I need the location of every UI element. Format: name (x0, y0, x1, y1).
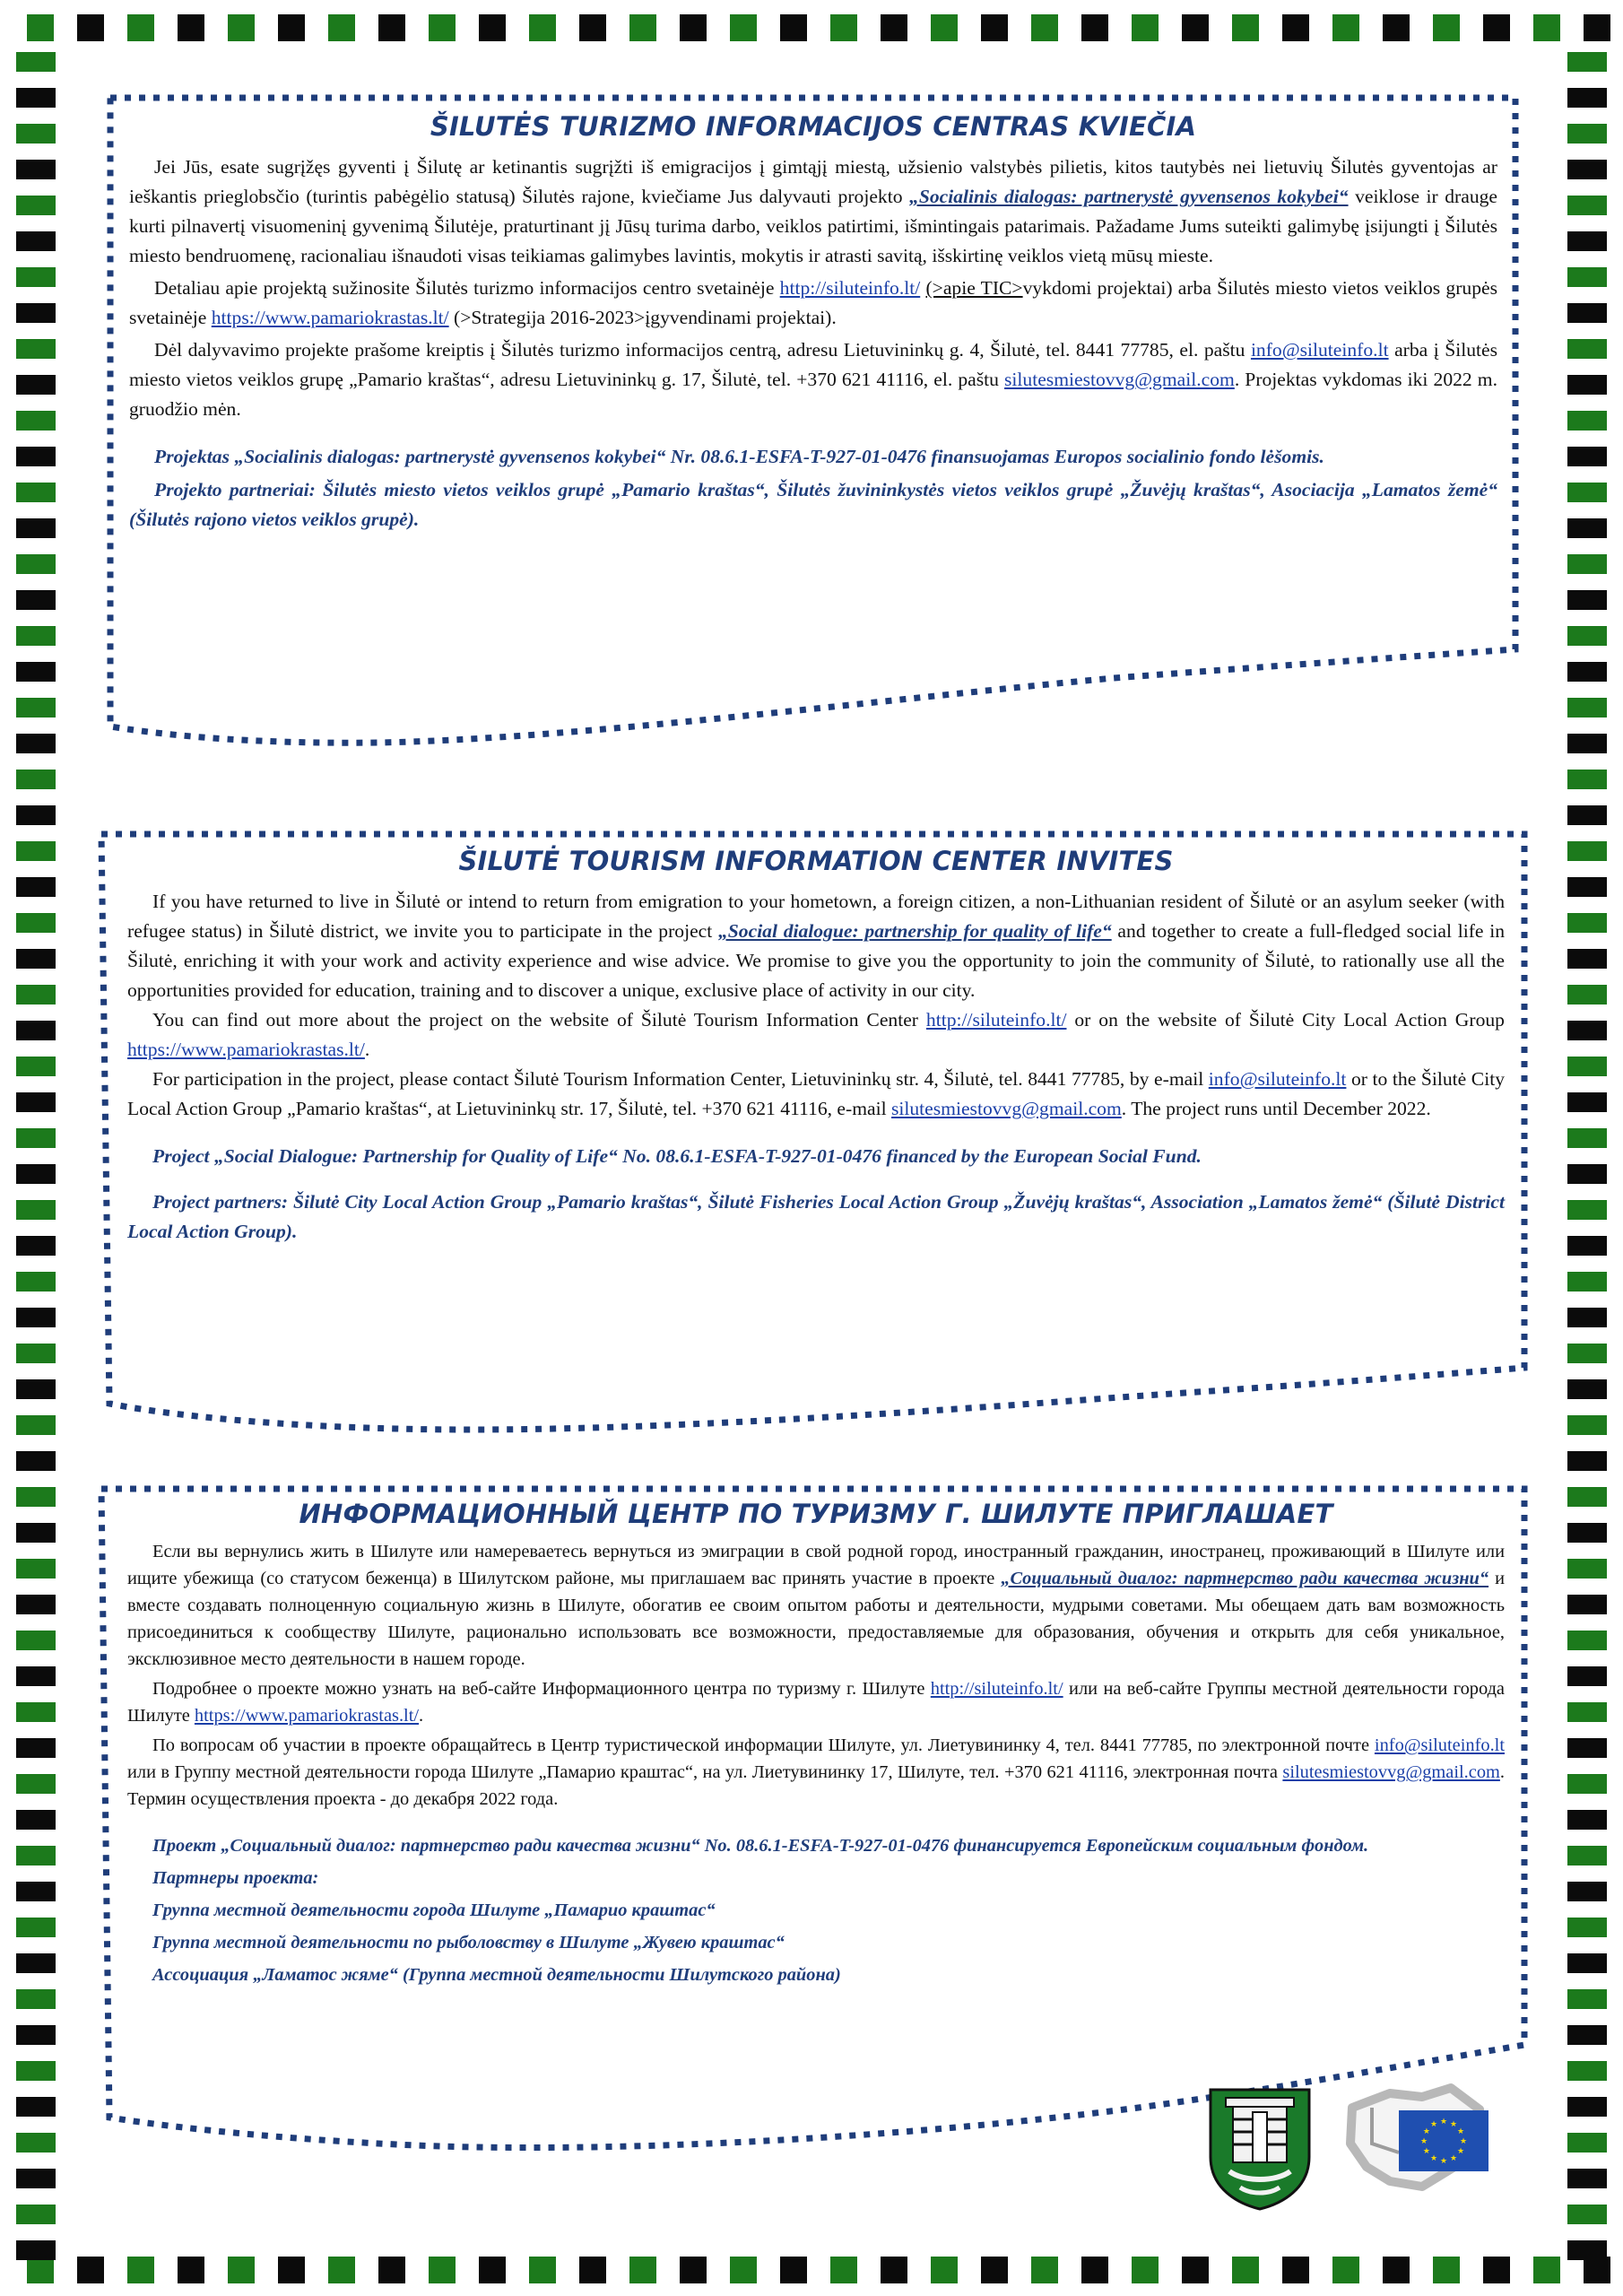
partner-item: Группа местной деятельности по рыболовству в Шилуте „Жувею краштас“ (152, 1933, 785, 1952)
pamariokrastas-link[interactable]: https://www.pamariokrastas.lt/ (194, 1706, 420, 1726)
project-name-link[interactable]: „Социальный диалог: партнерство ради качества жизни“ (1001, 1569, 1489, 1588)
about-tic-link[interactable]: (>apie TIC> (925, 277, 1023, 299)
svg-text:★: ★ (1422, 2147, 1430, 2156)
svg-text:★: ★ (1439, 2118, 1448, 2126)
funding-note: Projektas „Socialinis dialogas: partnerystė gyvensenos kokybei“ Nr. 08.6.1-ESFA-T-927-01-0476 finansuojamas Europos socialinio fondo lėšomis. (154, 446, 1324, 467)
svg-text:★: ★ (1457, 2147, 1465, 2156)
paragraph-intro: If you have returned to live in Šilutė or intend to return from emigration to your hometown, a foreign citizen, a non-Lithuanian resident of Šilutė or an asylum seeker (with refugee status) in Šilutė district, we invite you to participate in the project „Social dialogue: partnership for quality of life“ and together to create a full-fledged social life in Šilutė, enriching it with your work and activity experience and wise advice. We promise to give you the opportunity to join the community of Šilutė, to rationally use all the opportunities provided for education, training and to discover a unique, exclusive place of activity in our city. (127, 891, 1506, 1001)
pamariokrastas-link[interactable]: https://www.pamariokrastas.lt/ (211, 307, 449, 328)
page-title: ŠILUTĖS TURIZMO INFORMACIJOS CENTRAS KVIEČIA (430, 111, 1197, 142)
partner-item: Группа местной деятельности города Шилуте „Памарио краштас“ (152, 1900, 716, 1920)
svg-text:★: ★ (1419, 2137, 1428, 2146)
vvg-email-link[interactable]: silutesmiestovvg@gmail.com (1004, 369, 1235, 390)
paragraph-details: You can find out more about the project on the website of Šilutė Tourism Information Center http://siluteinfo.lt/ or on the website of Šilutė City Local Action Group https://www.pamariokrastas.lt/. (127, 1009, 1505, 1060)
siluteinfo-link[interactable]: http://siluteinfo.lt/ (779, 277, 921, 299)
funding-note: Проект „Социальный диалог: партнерство ради качества жизни“ No. 08.6.1-ESFA-T-927-01-0476 финансируется Европейским социальным фондом. (152, 1836, 1369, 1856)
paragraph-details: Detaliau apie projektą sužinosite Šilutės turizmo informacijos centro svetainėje http://siluteinfo.lt/ (>apie TIC>vykdomi projektai) arba Šilutės miesto vietos veiklos grupės svetainėje https://www.pamariokrastas.lt/ (>Strategija 2016-2023>įgyvendinami projektai). (129, 277, 1497, 328)
vvg-email-link[interactable]: silutesmiestovvg@gmail.com (1282, 1762, 1500, 1782)
paragraph-contact: For participation in the project, please contact Šilutė Tourism Information Center, Lietuvininkų str. 4, Šilutė, tel. 8441 77785, by e-mail info@siluteinfo.lt or to the Šilutė City Local Action Group „Pamario kraštas“, at Lietuvininkų str. 17, Šilutė, tel. +370 621 41116, e-mail silutesmiestovvg@gmail.com. The project runs until December 2022. (127, 1068, 1505, 1119)
paragraph-intro: Jei Jūs, esate sugrįžęs gyventi į Šilutę ar ketinantis sugrįžti iš emigracijos į gimtąjį miestą, užsienio valstybės pilietis, kitos tautybės nei lietuvių Šilutės gyventojas ar ieškantis prieglobsčio (turintis pabėgėlio statusą) Šilutės rajone, kviečiame Jus dalyvauti projekto „Socialinis dialogas: partnerystė gyvensenos kokybei“ veiklose ir drauge kurti pilnavertį visuomeninį gyvenimą Šilutėje, praturtinant jį Jūsų turima darbo, veiklos patirtimi, išmintingais patarimais. Pažadame Jums suteikti galimybę įsijungti į Šilutės miesto bendruomenę, racionaliau išnaudoti visas teikiamas galimybes lavintis, mokytis ir atrasti savitą, išskirtinę veiklos vietą mūsų mieste. (129, 156, 1498, 266)
info-email-link[interactable]: info@siluteinfo.lt (1374, 1735, 1505, 1755)
paragraph-details: Подробнее о проекте можно узнать на веб-сайте Информационного центра по туризму г. Шилуте http://siluteinfo.lt/ или на веб-сайте Группы местной деятельности города Шилуте https://www.pamariokrastas.lt/. (127, 1679, 1505, 1726)
svg-text:★: ★ (1429, 2119, 1438, 2129)
paragraph-contact: По вопросам об участии в проекте обращайтесь в Центр туристической информации Шилуте, ул. Лиетувининку 4, тел. 8441 77785, по электронной почте info@siluteinfo.lt или в Группу местной деятельности города Шилуте „Памарио краштас“, на ул. Лиетувининку 17, Шилуте, тел. +370 621 41116, электронная почта silutesmiestovvg@gmail.com. Термин осуществления проекта - до декабря 2022 года. (127, 1735, 1505, 1809)
section-title-russian: ИНФОРМАЦИОННЫЙ ЦЕНТР ПО ТУРИЗМУ Г. ШИЛУТЕ ПРИГЛАШАЕТ (299, 1499, 1333, 1529)
paragraph-contact: Dėl dalyvavimo projekte prašome kreiptis į Šilutės turizmo informacijos centrą, adresu Lietuvininkų g. 4, Šilutė, tel. 8441 77785, el. paštu info@siluteinfo.lt arba į Šilutės miesto vietos veiklos grupę „Pamario kraštas“, adresu Lietuvininkų g. 17, Šilutė, tel. +370 621 41116, el. paštu silutesmiestovvg@gmail.com. Projektas vykdomas iki 2022 m. gruodžio mėn. (129, 339, 1498, 420)
svg-text:★: ★ (1449, 2119, 1458, 2129)
partners-note: Projekto partneriai: Šilutės miesto vietos veiklos grupė „Pamario kraštas“, Šilutės žuvininkystės vietos veiklos grupė „Žuvėjų kraštas“, Asociacija „Lamatos žemė“ (Šilutės rajono vietos veiklos grupė). (129, 479, 1497, 530)
paragraph-intro: Если вы вернулись жить в Шилуте или намереваетесь вернуться из эмиграции в свой родной город, иностранный гражданин, иностранец, проживающий в Шилуте или ищите убежища (со статусом беженца) в Шилутском районе, мы приглашаем вас принять участие в проекте „Социальный диалог: партнерство ради качества жизни“ и вместе создавать полноценную социальную жизнь в Шилуте, обогатив ее своим опытом работы и деятельности, мудрыми советами. Мы обещаем дать вам возможность присоединиться к сообществу Шилуте, рационально использовать все возможности, предоставляемые для образования, обучения и открыть для себя уникальное, эксклюзивное место деятельности в нашем городе. (127, 1542, 1505, 1669)
partners-note: Project partners: Šilutė City Local Action Group „Pamario kraštas“, Šilutė Fisheries Local Action Group „Žuvėjų kraštas“, Association „Lamatos žemė“ (Šilutė District Local Action Group). (127, 1191, 1505, 1242)
panel-english (100, 830, 1526, 1444)
siluteinfo-link[interactable]: http://siluteinfo.lt/ (925, 1009, 1067, 1031)
project-name-link[interactable]: „Social dialogue: partnership for quality of life“ (718, 920, 1112, 942)
svg-text:★: ★ (1429, 2154, 1438, 2164)
svg-text:★: ★ (1459, 2137, 1468, 2146)
panel-russian (100, 1484, 1526, 2157)
svg-text:★: ★ (1422, 2127, 1430, 2136)
panel-lithuanian (109, 93, 1517, 757)
svg-text:★: ★ (1449, 2154, 1458, 2164)
funding-note: Project „Social Dialogue: Partnership for Quality of Life“ No. 08.6.1-ESFA-T-927-01-0476 financed by the European Social Fund. (152, 1145, 1202, 1167)
info-email-link[interactable]: info@siluteinfo.lt (1208, 1068, 1347, 1090)
pamariokrastas-link[interactable]: https://www.pamariokrastas.lt/ (127, 1039, 365, 1060)
project-name-link[interactable]: „Socialinis dialogas: partnerystė gyvensenos kokybei“ (909, 186, 1349, 207)
vvg-email-link[interactable]: silutesmiestovvg@gmail.com (890, 1098, 1122, 1119)
svg-text:★: ★ (1439, 2157, 1448, 2166)
partner-item: Ассоциация „Ламатос жяме“ (Группа местной деятельности Шилутского района) (152, 1965, 841, 1985)
svg-text:★: ★ (1457, 2127, 1465, 2136)
siluteinfo-link[interactable]: http://siluteinfo.lt/ (930, 1679, 1063, 1699)
section-title-english: ŠILUTĖ TOURISM INFORMATION CENTER INVITES (458, 846, 1174, 876)
partners-label: Партнеры проекта: (152, 1868, 319, 1888)
eu-flag-icon (1399, 2110, 1488, 2171)
silute-coat-of-arms-icon (1206, 2085, 1314, 2211)
info-email-link[interactable]: info@siluteinfo.lt (1250, 339, 1389, 361)
